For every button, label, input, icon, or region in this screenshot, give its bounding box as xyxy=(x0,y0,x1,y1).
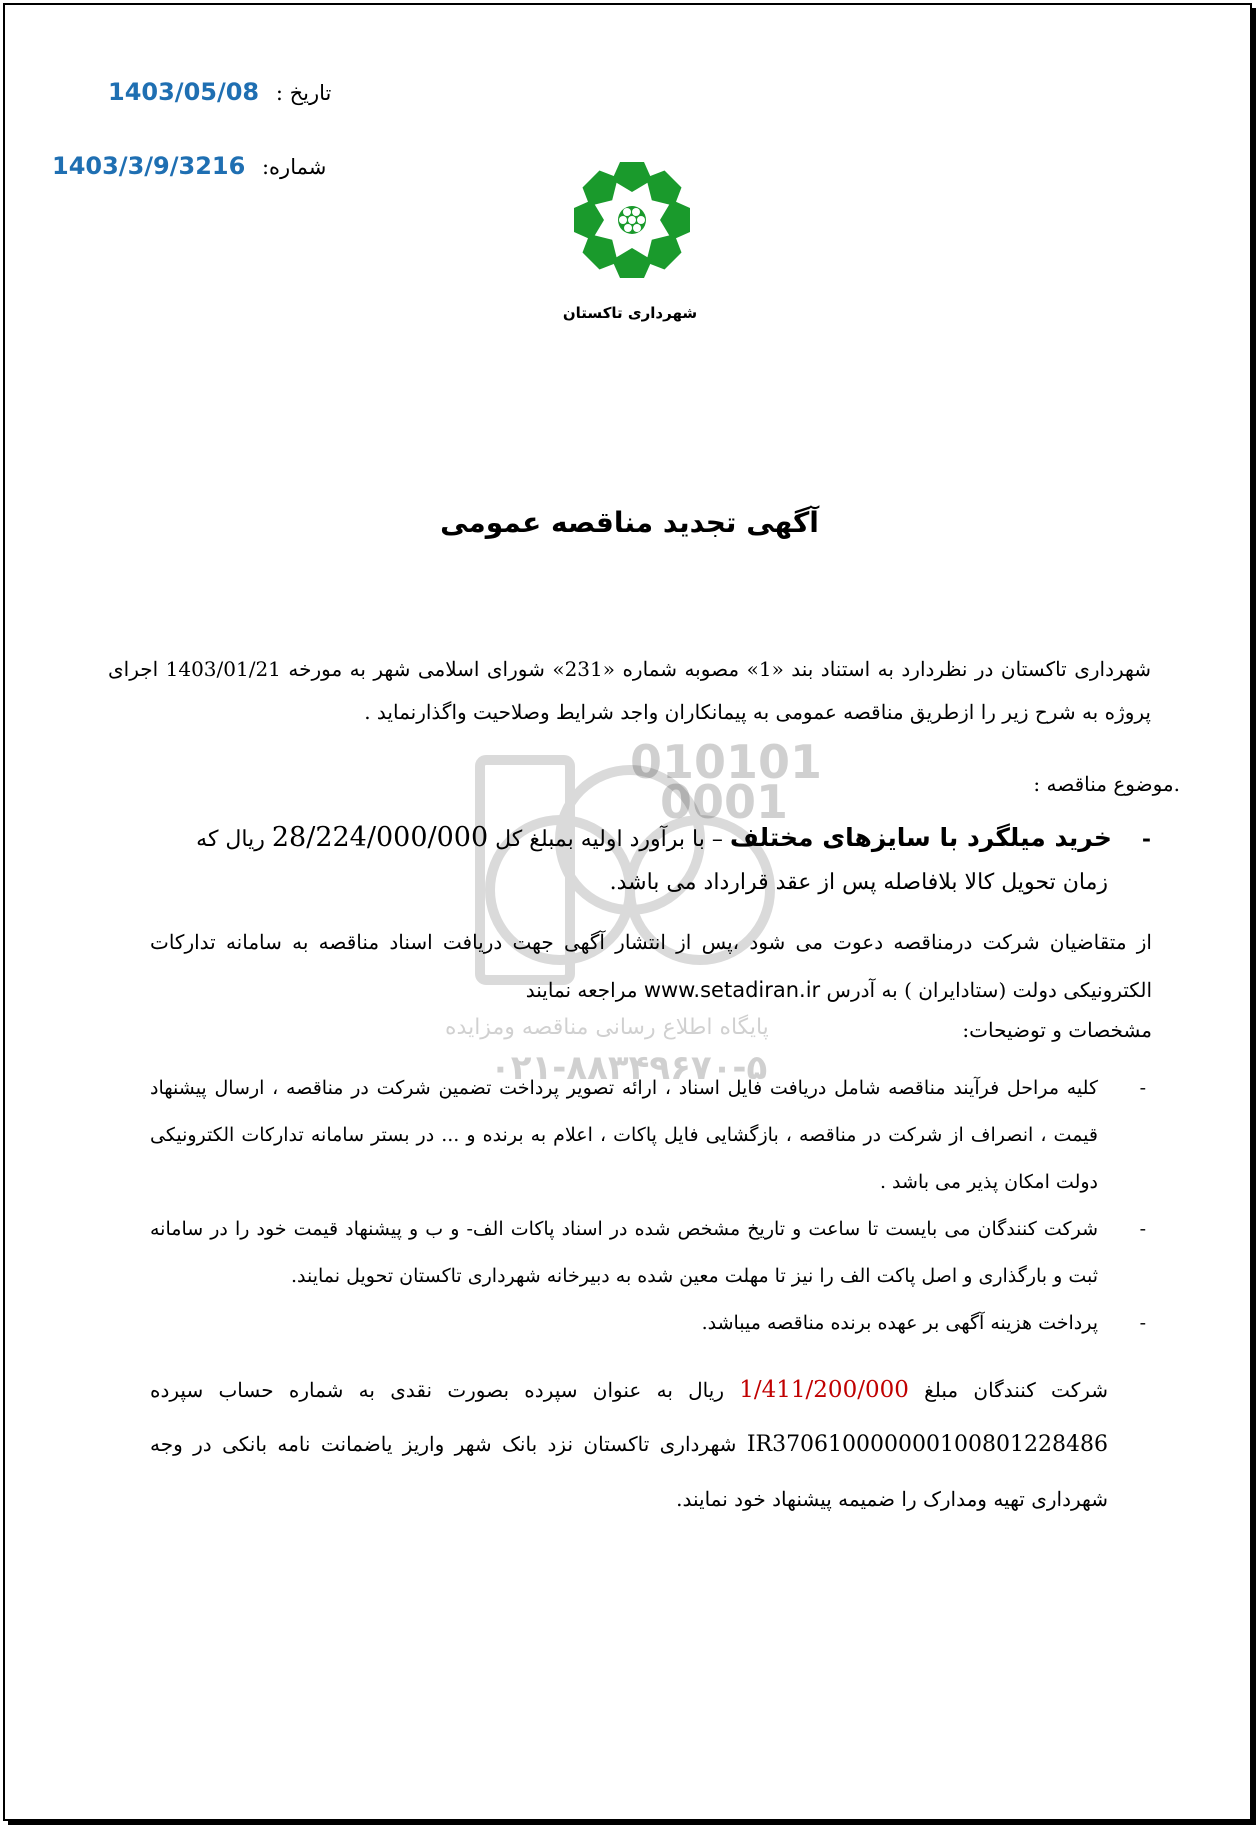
list-item: - پرداخت هزینه آگهی بر عهده برنده مناقصه میباشد. xyxy=(150,1300,1150,1347)
notice-title: آگهی تجدید مناقصه عمومی xyxy=(440,506,819,539)
watermark-digits-1: 010101 xyxy=(630,735,823,789)
subject-label: .موضوع مناقصه : xyxy=(1033,772,1180,796)
page-shadow-right xyxy=(1252,8,1256,1824)
subject-middle: – با برآورد اولیه بمبلغ کل xyxy=(488,827,730,852)
logo-caption: شهرداری تاکستان xyxy=(562,304,698,322)
list-item: - شرکت کنندگان می بایست تا ساعت و تاریخ مشخص شده در اسناد پاکات الف- و ب و پیشنهاد قیمت خود را در سامانه ثبت و بارگذاری و اصل پاکت الف را نیز تا مهلت معین شده به دبیرخانه شهرداری تاکستان تحویل نمایند. xyxy=(150,1206,1150,1300)
setadiran-link[interactable]: www.setadiran.ir xyxy=(643,978,821,1002)
intro-paragraph: شهرداری تاکستان در نظردارد به استناد بند «1» مصوبه شماره «231» شورای اسلامی شهر به مورخه 1403/01/21 اجرای پروژه به شرح زیر را ازطریق مناقصه عمومی به پیمانکاران واجد شرایط وصلاحیت واگذارنماید . xyxy=(108,657,1151,724)
subject-line xyxy=(108,815,1151,863)
deposit-text-middle: ریال به عنوان سپرده بصورت نقدی به شماره حساب سپرده xyxy=(150,1378,740,1402)
number-row xyxy=(52,152,326,180)
date-value: 1403/05/08 xyxy=(108,78,260,106)
municipality-logo xyxy=(572,158,692,288)
subject-delivery: زمان تحویل کالا بلافاصله پس از عقد قرارداد می باشد. xyxy=(609,870,1108,895)
deposit-text-before: شرکت کنندگان مبلغ xyxy=(908,1378,1109,1402)
deposit-text-after: شهرداری تاکستان نزد بانک شهر واریز یاضمانت نامه بانکی در وجه شهرداری تهیه ومدارک را ضمیمه پیشنهاد خود نمایند. xyxy=(150,1432,1108,1511)
deposit-iban: IR370610000000100801228486 xyxy=(746,1432,1108,1457)
specs-list xyxy=(150,1065,1150,1347)
date-row xyxy=(108,78,331,106)
subject-dash: - xyxy=(1141,826,1151,852)
watermark-phone: ۰۲۱-۸۸۳۴۹۶۷۰-۵ xyxy=(490,1048,768,1088)
number-value: 1403/3/9/3216 xyxy=(52,152,246,180)
deposit-paragraph xyxy=(150,1363,1108,1526)
date-label: تاریخ : xyxy=(275,81,332,105)
subject-item: خرید میلگرد با سایزهای مختلف xyxy=(729,823,1112,852)
number-label: شماره: xyxy=(261,155,327,179)
subject-amount: 28/224/000/000 xyxy=(271,822,489,853)
invite-paragraph xyxy=(150,918,1152,1014)
page-shadow-bottom xyxy=(8,1821,1256,1825)
watermark-caption: پایگاه اطلاع رسانی مناقصه ومزایده xyxy=(445,1015,769,1040)
list-item: - کلیه مراحل فرآیند مناقصه شامل دریافت فایل اسناد ، ارائه تصویر پرداخت تضمین شرکت در مناقصه ، ارسال پیشنهاد قیمت ، انصراف از شرکت در مناقصه ، بازگشایی فایل پاکات ، اعلام به برنده و ... در بستر سامانه تدارکات الکترونیکی دولت امکان پذیر می باشد . xyxy=(150,1065,1150,1206)
invite-text-after: مراجعه نمایند xyxy=(525,978,644,1002)
watermark-digits-2: 0001 xyxy=(660,775,789,829)
deposit-amount: 1/411/200/000 xyxy=(739,1377,909,1403)
subject-after: ریال که xyxy=(196,827,272,852)
invite-text-before: از متقاضیان شرکت درمناقصه دعوت می شود ،پس از انتشار آگهی جهت دریافت اسناد مناقصه به سامانه تدارکات الکترونیکی دولت (ستادایران ) به آدرس xyxy=(150,930,1152,1002)
specs-label: مشخصات و توضیحات: xyxy=(962,1018,1152,1042)
